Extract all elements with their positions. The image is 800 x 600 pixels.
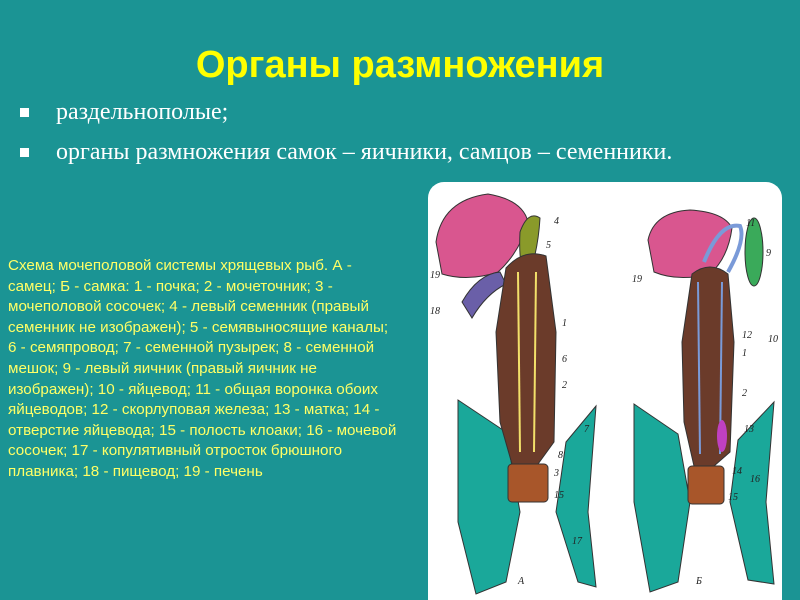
- uterus-b: [717, 420, 727, 452]
- bullet-item: [14, 96, 784, 129]
- label-b: 1: [742, 348, 747, 359]
- label-b: 14: [732, 466, 742, 477]
- label-a: 1: [562, 318, 567, 329]
- label-a: 17: [572, 536, 582, 547]
- label-a: 6: [562, 354, 567, 365]
- anatomy-figure: [428, 182, 782, 600]
- label-b: 10: [768, 334, 778, 345]
- square-bullet-icon: [20, 108, 29, 117]
- bullet-text: органы размножения самок – яичники, самцов – семенники.: [56, 139, 673, 165]
- label-a: 2: [562, 380, 567, 391]
- label-b: 2: [742, 388, 747, 399]
- slide-title: Органы размножения: [195, 44, 605, 86]
- label-a: 3: [554, 468, 559, 479]
- label-a: 7: [584, 424, 589, 435]
- bullet-item: [14, 136, 784, 169]
- square-bullet-icon: [20, 148, 29, 157]
- label-a: 4: [554, 216, 559, 227]
- urogenital-diagram: [428, 182, 782, 600]
- panel-a: [430, 194, 596, 594]
- fin-left-b: [634, 404, 690, 592]
- liver-b: [648, 210, 732, 278]
- cloaca-b: [688, 466, 724, 504]
- label-b: 13: [744, 424, 754, 435]
- label-a: 19: [430, 270, 440, 281]
- label-a: 8: [558, 450, 563, 461]
- cloaca-a: [508, 464, 548, 502]
- label-b: 16: [750, 474, 760, 485]
- label-b: 15: [728, 492, 738, 503]
- bullet-list: [14, 96, 784, 176]
- panel-b: [632, 210, 778, 592]
- figure-caption: Схема мочеполовой системы хрящевых рыб. А - самец; Б - самка: 1 - почка; 2 - мочеточник; 3 - мочеполовой сосочек; 4 - левый семенник (правый семенник не изображен); 5 - семявыносящие каналы; 6 - семяпровод; 7 - семенной пузырек; 8 - семенной мешок; 9 - левый яичник (правый яичник не изображен); 10 - яйцевод; 11 - общая воронка обоих яйцеводов; 12 - скорлуповая железа; 13 - матка; 14 - отверстие яйцевода; 15 - полость клоаки; 16 - мочевой сосочек; 17 - копулятивный отросток брюшного плавника; 18 - пищевод; 19 - печень: [8, 257, 397, 480]
- label-a: 5: [546, 240, 551, 251]
- label-a: 15: [554, 490, 564, 501]
- bullet-text: раздельнополые;: [56, 99, 229, 125]
- panel-a-label: А: [518, 576, 525, 587]
- kidney-a: [496, 254, 556, 464]
- label-b: 19: [632, 274, 642, 285]
- label-b: 12: [742, 330, 752, 341]
- label-b: 11: [746, 218, 756, 229]
- label-b: 9: [766, 248, 771, 259]
- panel-b-label: Б: [696, 576, 702, 587]
- label-a: 18: [430, 306, 440, 317]
